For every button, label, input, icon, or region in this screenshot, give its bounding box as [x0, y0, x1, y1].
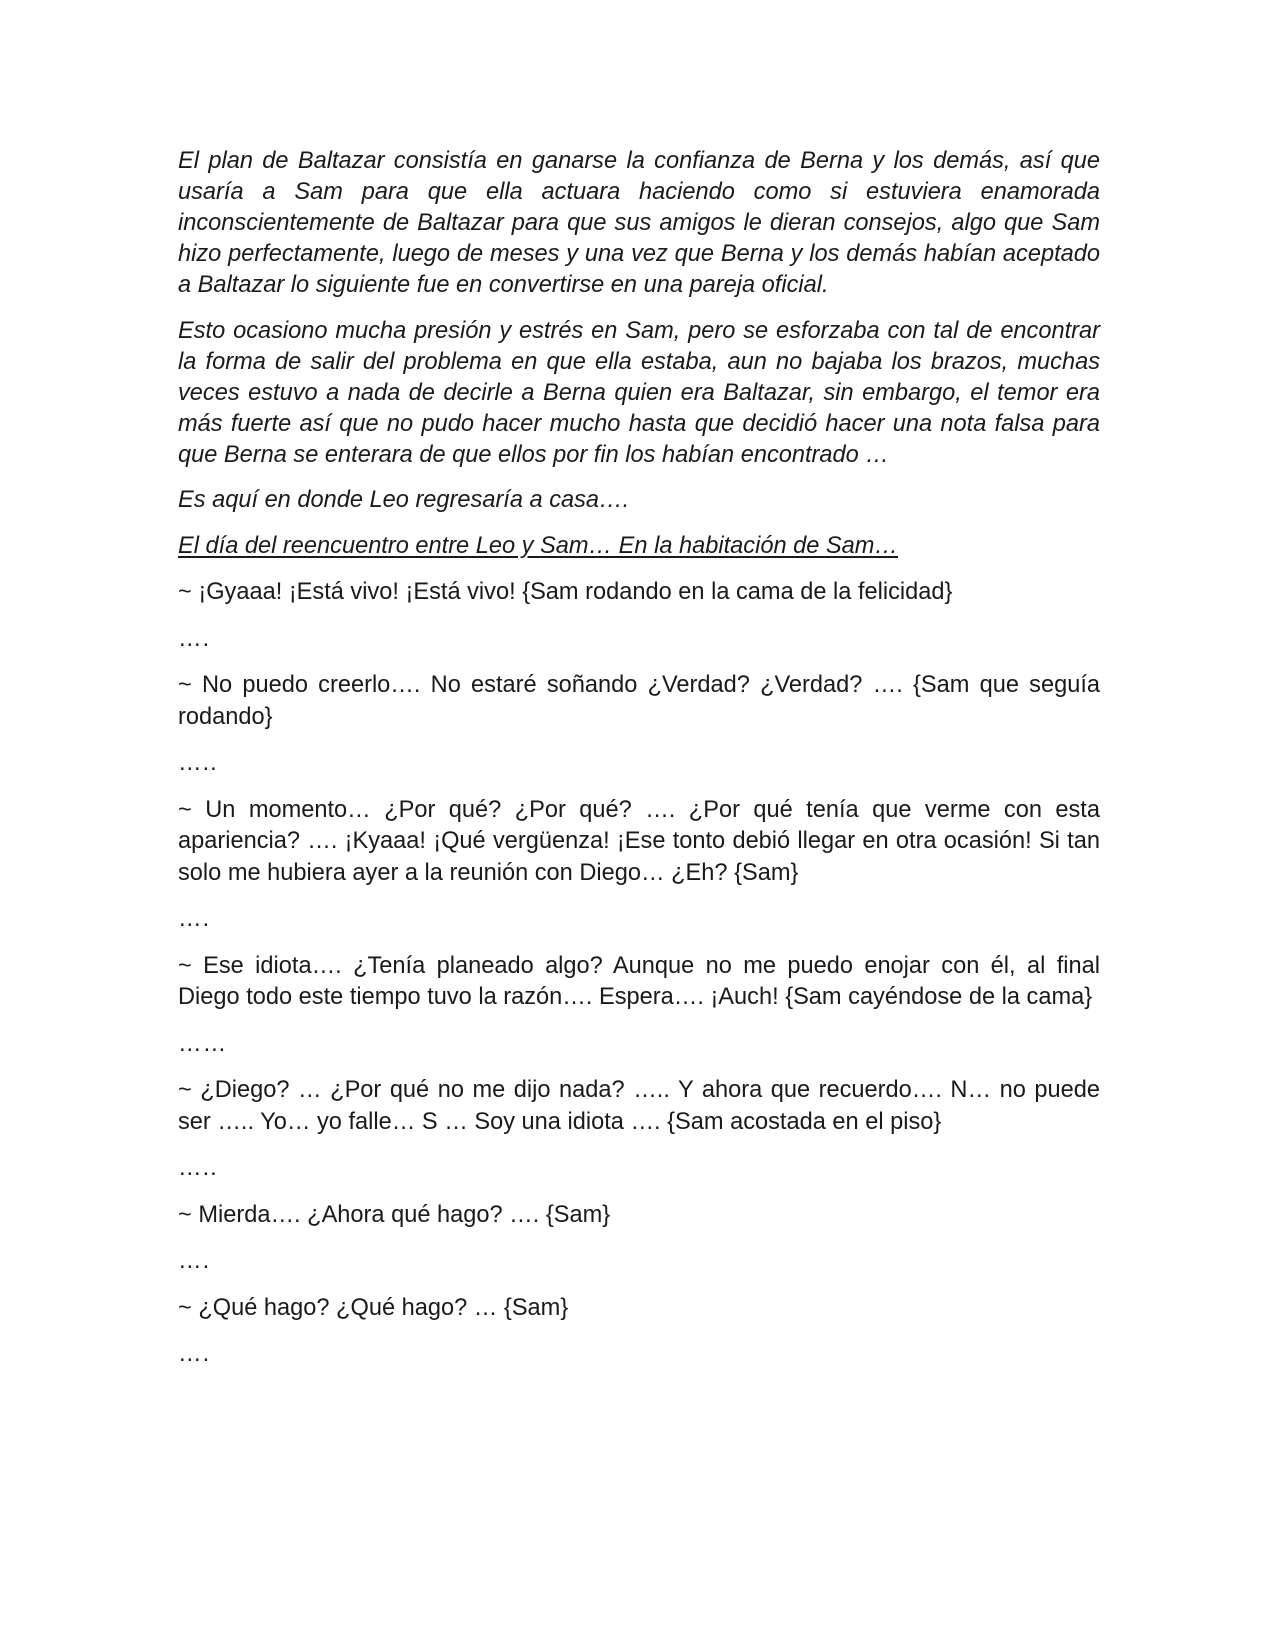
- narrative-paragraph: Es aquí en donde Leo regresaría a casa….: [178, 487, 630, 513]
- narrative-paragraph: Esto ocasiono mucha presión y estrés en Sam, pero se esforzaba con tal de encontrar la forma de salir del problema en que ella estaba, aun no bajaba los brazos, muchas veces estuvo a nada de decirle a Berna quien era Baltazar, sin embargo, el temor era más fuerte así que no pudo hacer mucho hasta que decidió hacer una nota falsa para que Berna se enterara de que ellos por fin los habían encontrado …: [178, 318, 1100, 468]
- ellipsis-line: ……: [178, 1030, 228, 1057]
- ellipsis-line: ….: [178, 625, 211, 652]
- ellipsis-line: …..: [178, 750, 218, 776]
- dialogue-line: ~ ¡Gyaaa! ¡Está vivo! ¡Está vivo! {Sam rodando en la cama de la felicidad}: [178, 579, 953, 605]
- dialogue-line: ~ ¿Qué hago? ¿Qué hago? … {Sam}: [178, 1294, 569, 1321]
- page-body: [178, 146, 1100, 1371]
- ellipsis-line: …..: [178, 1155, 218, 1181]
- dialogue-line: ~ ¿Diego? … ¿Por qué no me dijo nada? ….. Y ahora que recuerdo…. N… no puede ser ….. Yo… yo falle… S … Soy una idiota …. {Sam acostada en el piso}: [178, 1077, 1100, 1135]
- scene-heading: El día del reencuentro entre Leo y Sam… En la habitación de Sam…: [178, 533, 899, 559]
- ellipsis-line: ….: [178, 906, 211, 932]
- ellipsis-line: ….: [178, 1248, 211, 1274]
- narrative-paragraph: El plan de Baltazar consistía en ganarse la confianza de Berna y los demás, así que usaría a Sam para que ella actuara haciendo como si estuviera enamorada inconscientemente de Baltazar para que sus amigos le dieran consejos, algo que Sam hizo perfectamente, luego de meses y una vez que Berna y los demás habían aceptado a Baltazar lo siguiente fue en convertirse en una pareja oficial.: [178, 148, 1100, 298]
- dialogue-line: ~ No puedo creerlo…. No estaré soñando ¿Verdad? ¿Verdad? …. {Sam que seguía rodando}: [178, 672, 1100, 730]
- ellipsis-line: ….: [178, 1341, 211, 1367]
- dialogue-line: ~ Ese idiota…. ¿Tenía planeado algo? Aunque no me puedo enojar con él, al final Diego todo este tiempo tuvo la razón…. Espera…. ¡Auch! {Sam cayéndose de la cama}: [178, 952, 1100, 1010]
- dialogue-line: ~ Mierda…. ¿Ahora qué hago? …. {Sam}: [178, 1201, 611, 1228]
- dialogue-line: ~ Un momento… ¿Por qué? ¿Por qué? …. ¿Por qué tenía que verme con esta apariencia? …. ¡Kyaaa! ¡Qué vergüenza! ¡Ese tonto debió llegar en otra ocasión! Si tan solo me hubiera ayer a la reunión con Diego… ¿Eh? {Sam}: [178, 796, 1100, 886]
